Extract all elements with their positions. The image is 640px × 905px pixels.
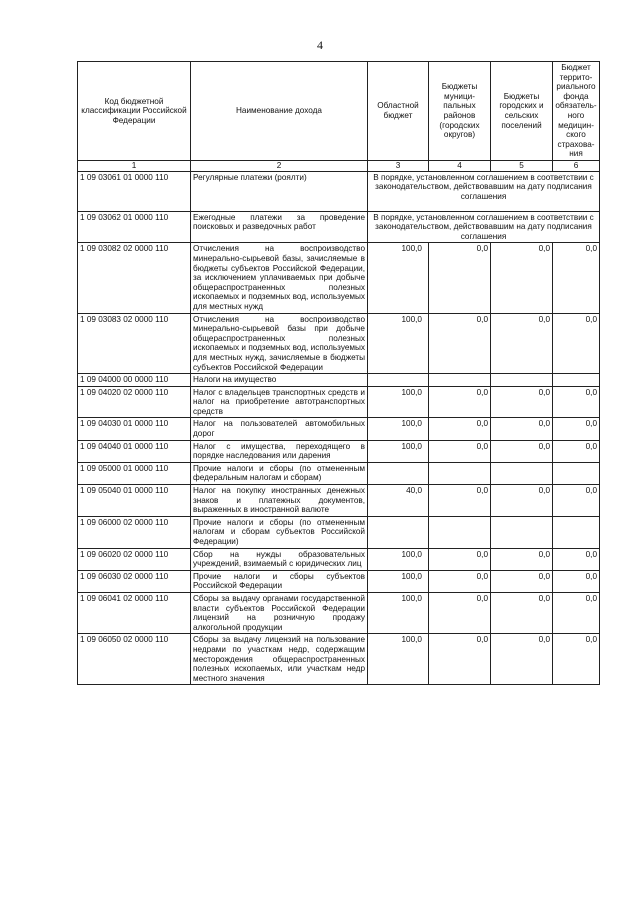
row-regional-share	[368, 374, 429, 387]
header-regional-budget: Областной бюджет	[368, 62, 429, 161]
row-code: 1 09 03062 01 0000 110	[78, 211, 191, 243]
row-settlement-share: 0,0	[491, 418, 553, 440]
column-number: 3	[368, 161, 429, 172]
row-name: Прочие налоги и сборы субъектов Российской Федерации	[191, 570, 368, 592]
row-fund-share	[553, 516, 600, 548]
table-row	[78, 374, 600, 387]
table-row	[78, 634, 600, 685]
column-number: 2	[191, 161, 368, 172]
row-name: Налог на пользователей автомобильных дорог	[191, 418, 368, 440]
row-code: 1 09 06000 02 0000 110	[78, 516, 191, 548]
row-municipal-share: 0,0	[429, 313, 491, 374]
row-code: 1 09 05040 01 0000 110	[78, 485, 191, 517]
row-code: 1 09 05000 01 0000 110	[78, 462, 191, 484]
row-municipal-share	[429, 374, 491, 387]
row-name: Налоги на имущество	[191, 374, 368, 387]
row-fund-share: 0,0	[553, 386, 600, 418]
row-name: Регулярные платежи (роялти)	[191, 171, 368, 211]
row-regional-share: 100,0	[368, 243, 429, 313]
row-settlement-share	[491, 374, 553, 387]
row-settlement-share: 0,0	[491, 634, 553, 685]
row-settlement-share: 0,0	[491, 592, 553, 633]
row-settlement-share: 0,0	[491, 485, 553, 517]
row-code: 1 09 03082 02 0000 110	[78, 243, 191, 313]
table-row	[78, 418, 600, 440]
table-row	[78, 485, 600, 517]
table-row	[78, 211, 600, 243]
row-regional-share	[368, 462, 429, 484]
row-fund-share: 0,0	[553, 243, 600, 313]
row-code: 1 09 04000 00 0000 110	[78, 374, 191, 387]
row-settlement-share	[491, 516, 553, 548]
row-municipal-share	[429, 462, 491, 484]
row-code: 1 09 03083 02 0000 110	[78, 313, 191, 374]
table-row	[78, 243, 600, 313]
row-fund-share: 0,0	[553, 313, 600, 374]
row-regional-share: 100,0	[368, 592, 429, 633]
row-code: 1 09 06020 02 0000 110	[78, 548, 191, 570]
header-settlement-budgets: Бюджеты городских и сельских поселений	[491, 62, 553, 161]
row-fund-share: 0,0	[553, 548, 600, 570]
row-code: 1 09 04040 01 0000 110	[78, 440, 191, 462]
table-row	[78, 570, 600, 592]
row-municipal-share: 0,0	[429, 634, 491, 685]
row-regional-share: 100,0	[368, 418, 429, 440]
row-settlement-share: 0,0	[491, 313, 553, 374]
row-name: Прочие налоги и сборы (по отмененным федеральным налогам и сборам)	[191, 462, 368, 484]
row-settlement-share: 0,0	[491, 570, 553, 592]
row-code: 1 09 03061 01 0000 110	[78, 171, 191, 211]
row-name: Налог с имущества, переходящего в порядке наследования или дарения	[191, 440, 368, 462]
row-code: 1 09 06030 02 0000 110	[78, 570, 191, 592]
column-number: 5	[491, 161, 553, 172]
table-row	[78, 171, 600, 211]
table-row	[78, 592, 600, 633]
column-number: 1	[78, 161, 191, 172]
row-regional-share: 100,0	[368, 313, 429, 374]
header-municipal-budgets: Бюджеты муници-пальных районов (городских округов)	[429, 62, 491, 161]
row-fund-share: 0,0	[553, 634, 600, 685]
row-municipal-share: 0,0	[429, 485, 491, 517]
row-name: Отчисления на воспроизводство минерально-сырьевой базы, зачисляемые в бюджеты субъектов Российской Федерации, за исключением уплачиваемых при добыче общераспространенных полезных ископаемых и подземных вод, используемых для местных нужд	[191, 243, 368, 313]
row-fund-share: 0,0	[553, 418, 600, 440]
page-number: 4	[317, 38, 323, 52]
row-name: Сборы за выдачу лицензий на пользование недрами по участкам недр, содержащим месторождения общераспространенных полезных ископаемых, или участкам недр местного значения	[191, 634, 368, 685]
table-row	[78, 548, 600, 570]
row-municipal-share: 0,0	[429, 440, 491, 462]
header-medical-insurance-fund: Бюджет террито-риального фонда обязатель-ного медицин-ского страхова-ния	[553, 62, 600, 161]
row-distribution-note: В порядке, установленном соглашением в соответствии с законодательством, действовавшим на дату подписания соглашения	[368, 211, 600, 243]
row-municipal-share: 0,0	[429, 386, 491, 418]
row-code: 1 09 06041 02 0000 110	[78, 592, 191, 633]
column-number: 6	[553, 161, 600, 172]
revenue-distribution-table	[77, 61, 600, 685]
header-name: Наименование дохода	[191, 62, 368, 161]
row-name: Отчисления на воспроизводство минерально-сырьевой базы при добыче общераспространенных полезных ископаемых и подземных вод, используемых для местных нужд, зачисляемые в бюджеты субъектов Российской Федерации	[191, 313, 368, 374]
row-regional-share: 40,0	[368, 485, 429, 517]
column-number-row	[78, 161, 600, 172]
row-fund-share	[553, 462, 600, 484]
row-name: Сборы за выдачу органами государственной власти субъектов Российской Федерации лицензий на розничную продажу алкогольной продукции	[191, 592, 368, 633]
row-regional-share	[368, 516, 429, 548]
row-municipal-share: 0,0	[429, 243, 491, 313]
row-fund-share: 0,0	[553, 485, 600, 517]
table-header-row	[78, 62, 600, 161]
table-row	[78, 313, 600, 374]
row-regional-share: 100,0	[368, 570, 429, 592]
row-fund-share: 0,0	[553, 570, 600, 592]
row-settlement-share: 0,0	[491, 548, 553, 570]
table-row	[78, 462, 600, 484]
row-distribution-note: В порядке, установленном соглашением в соответствии с законодательством, действовавшим на дату подписания соглашения	[368, 171, 600, 211]
row-fund-share: 0,0	[553, 592, 600, 633]
column-number: 4	[429, 161, 491, 172]
table-row	[78, 440, 600, 462]
row-code: 1 09 04030 01 0000 110	[78, 418, 191, 440]
row-settlement-share: 0,0	[491, 386, 553, 418]
row-regional-share: 100,0	[368, 634, 429, 685]
row-code: 1 09 06050 02 0000 110	[78, 634, 191, 685]
row-regional-share: 100,0	[368, 548, 429, 570]
row-municipal-share: 0,0	[429, 570, 491, 592]
row-name: Налог на покупку иностранных денежных знаков и платежных документов, выраженных в иностранной валюте	[191, 485, 368, 517]
row-fund-share	[553, 374, 600, 387]
row-settlement-share	[491, 462, 553, 484]
row-name: Налог с владельцев транспортных средств и налог на приобретение автотранспортных средств	[191, 386, 368, 418]
row-settlement-share: 0,0	[491, 440, 553, 462]
row-code: 1 09 04020 02 0000 110	[78, 386, 191, 418]
row-municipal-share: 0,0	[429, 592, 491, 633]
row-fund-share: 0,0	[553, 440, 600, 462]
table-row	[78, 386, 600, 418]
row-settlement-share: 0,0	[491, 243, 553, 313]
row-regional-share: 100,0	[368, 386, 429, 418]
table-row	[78, 516, 600, 548]
row-regional-share: 100,0	[368, 440, 429, 462]
header-code: Код бюджетной классификации Российской Федерации	[78, 62, 191, 161]
row-name: Прочие налоги и сборы (по отмененным налогам и сборам субъектов Российской Федерации)	[191, 516, 368, 548]
row-municipal-share: 0,0	[429, 418, 491, 440]
row-municipal-share	[429, 516, 491, 548]
row-municipal-share: 0,0	[429, 548, 491, 570]
row-name: Сбор на нужды образовательных учреждений, взимаемый с юридических лиц	[191, 548, 368, 570]
row-name: Ежегодные платежи за проведение поисковых и разведочных работ	[191, 211, 368, 243]
